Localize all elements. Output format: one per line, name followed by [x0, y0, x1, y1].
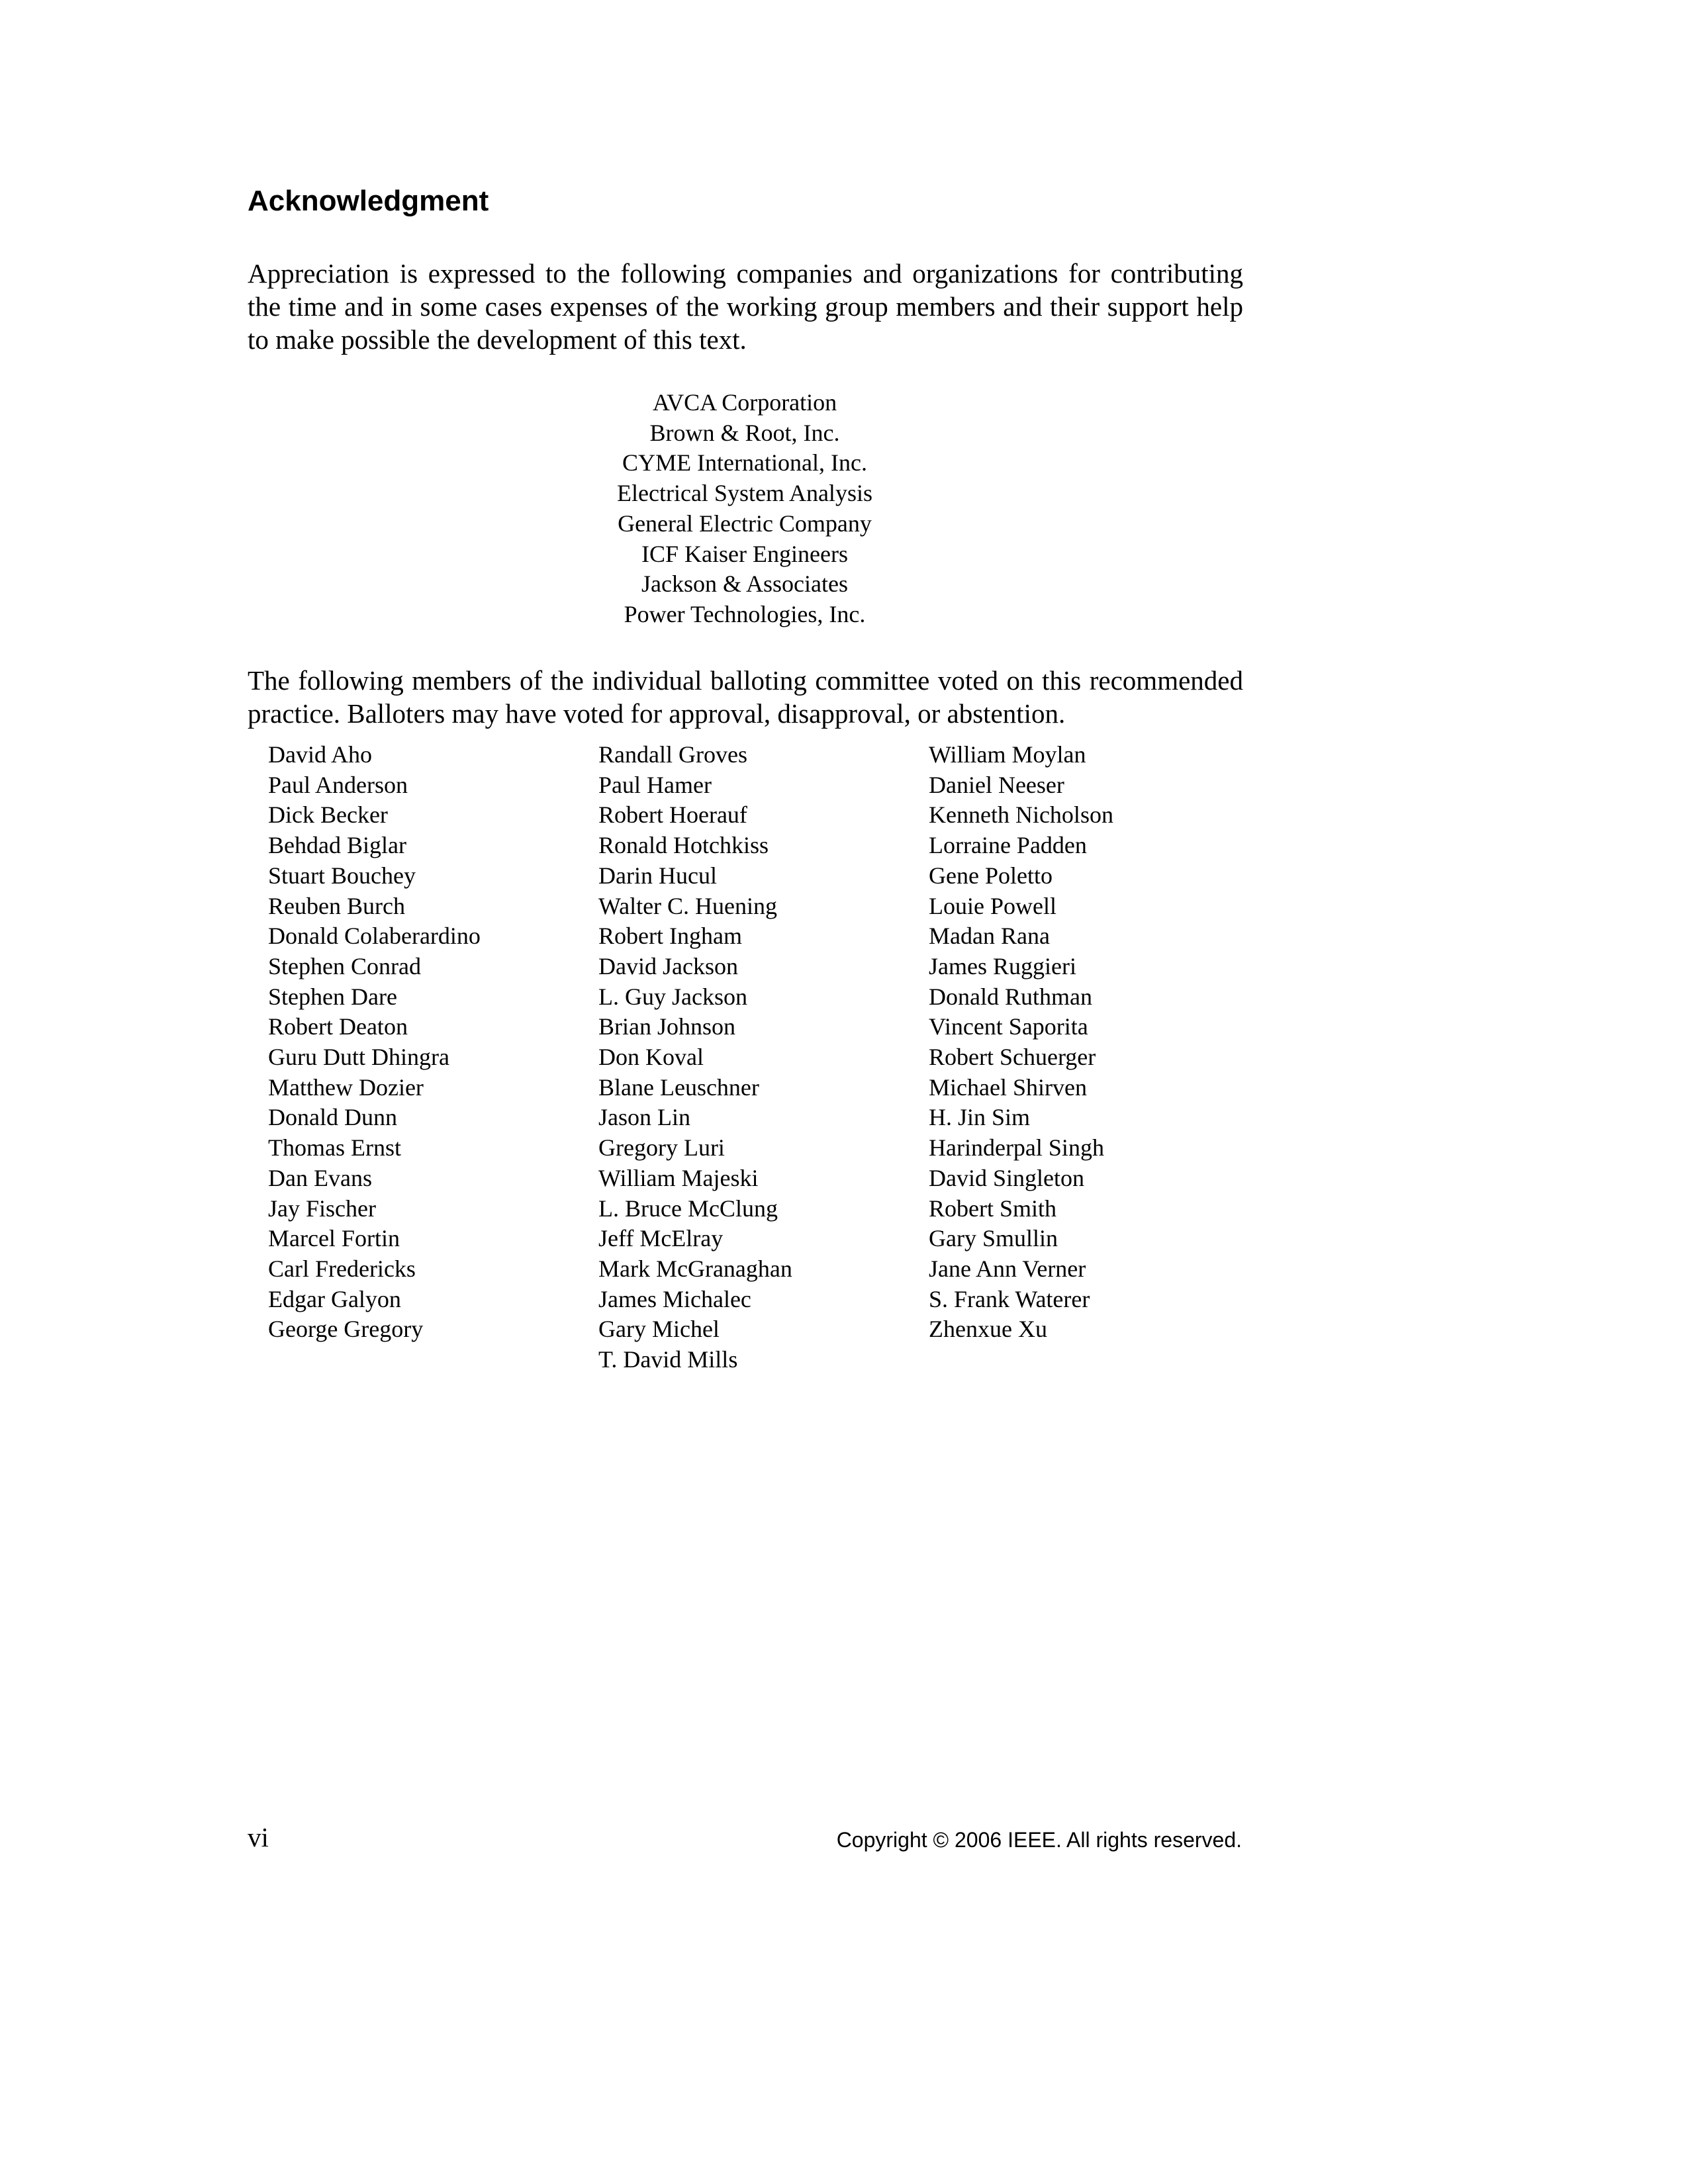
intro-paragraph: Appreciation is expressed to the following companies and organizations for contributing the time and in some cases expenses of the working group members and their support help to make possible the development of this text.: [248, 258, 1243, 355]
balloter-name: Lorraine Padden: [929, 832, 1087, 859]
balloter-name: S. Frank Waterer: [929, 1285, 1090, 1312]
ballot-intro-paragraph: The following members of the individual balloting committee voted on this recommended practice. Balloters may have voted for approval, disapproval, or abstention.: [248, 665, 1243, 729]
balloter-name: Donald Colaberardino: [268, 923, 481, 950]
balloter-name: Stephen Conrad: [268, 952, 421, 979]
balloter-name: Michael Shirven: [929, 1073, 1087, 1101]
balloter-name: Robert Ingham: [598, 923, 742, 950]
balloter-name: Harinderpal Singh: [929, 1134, 1104, 1161]
company-item: CYME International, Inc.: [622, 449, 867, 477]
balloter-column-3: [929, 740, 1113, 1345]
balloter-name: Carl Fredericks: [268, 1255, 416, 1282]
page-number: vi: [248, 1822, 269, 1852]
balloter-name: Robert Smith: [929, 1195, 1057, 1222]
balloter-name: Gary Michel: [598, 1316, 720, 1343]
balloter-name: Matthew Dozier: [268, 1073, 424, 1101]
balloter-name: William Moylan: [929, 741, 1086, 768]
copyright-notice: Copyright © 2006 IEEE. All rights reserved.: [836, 1828, 1242, 1852]
balloter-name: Madan Rana: [929, 923, 1050, 950]
balloter-name: Vincent Saporita: [929, 1013, 1088, 1040]
balloter-name: L. Bruce McClung: [598, 1195, 778, 1222]
company-list: [530, 388, 960, 630]
balloter-name: Don Koval: [598, 1044, 704, 1071]
balloter-name: Jane Ann Verner: [929, 1255, 1086, 1282]
company-item: Jackson & Associates: [641, 570, 848, 598]
balloter-name: Marcel Fortin: [268, 1225, 400, 1252]
balloter-name: Blane Leuschner: [598, 1073, 759, 1101]
company-item: AVCA Corporation: [652, 389, 837, 416]
balloter-name: T. David Mills: [598, 1346, 738, 1373]
company-item: Power Technologies, Inc.: [624, 600, 866, 627]
balloter-name: Gary Smullin: [929, 1225, 1058, 1252]
balloter-name: Paul Hamer: [598, 771, 712, 798]
balloter-name: Robert Deaton: [268, 1013, 408, 1040]
balloter-column-2: [598, 740, 792, 1375]
balloter-name: Kenneth Nicholson: [929, 801, 1113, 829]
balloter-name: Ronald Hotchkiss: [598, 832, 769, 859]
balloter-name: Randall Groves: [598, 741, 747, 768]
balloter-name: George Gregory: [268, 1316, 424, 1343]
balloter-name: Reuben Burch: [268, 892, 405, 919]
balloter-name: Gene Poletto: [929, 862, 1053, 889]
balloter-name: Edgar Galyon: [268, 1285, 401, 1312]
balloter-name: Stephen Dare: [268, 983, 397, 1010]
balloter-column-1: [268, 740, 481, 1345]
balloter-name: Mark McGranaghan: [598, 1255, 792, 1282]
balloter-name: Behdad Biglar: [268, 832, 406, 859]
balloter-name: Donald Ruthman: [929, 983, 1092, 1010]
balloter-name: Jay Fischer: [268, 1195, 376, 1222]
balloter-name: James Ruggieri: [929, 952, 1076, 979]
balloter-name: Darin Hucul: [598, 862, 717, 889]
balloter-name: David Aho: [268, 741, 372, 768]
balloter-name: Jeff McElray: [598, 1225, 724, 1252]
balloter-name: Daniel Neeser: [929, 771, 1064, 798]
balloter-name: Louie Powell: [929, 892, 1056, 919]
balloter-name: Brian Johnson: [598, 1013, 735, 1040]
balloter-name: Paul Anderson: [268, 771, 408, 798]
balloter-name: James Michalec: [598, 1285, 751, 1312]
balloter-name: Thomas Ernst: [268, 1134, 401, 1161]
balloter-name: Walter C. Huening: [598, 892, 778, 919]
balloter-name: Donald Dunn: [268, 1104, 397, 1131]
balloter-name: Guru Dutt Dhingra: [268, 1044, 449, 1071]
balloter-name: Gregory Luri: [598, 1134, 725, 1161]
balloter-name: Zhenxue Xu: [929, 1316, 1047, 1343]
balloter-name: Jason Lin: [598, 1104, 690, 1131]
company-item: ICF Kaiser Engineers: [641, 540, 848, 567]
balloter-name: Dan Evans: [268, 1164, 372, 1191]
balloter-name: David Jackson: [598, 952, 738, 979]
balloter-name: William Majeski: [598, 1164, 759, 1191]
balloter-name: Stuart Bouchey: [268, 862, 416, 889]
company-item: Brown & Root, Inc.: [649, 419, 840, 446]
balloter-name: Dick Becker: [268, 801, 388, 829]
balloter-name: H. Jin Sim: [929, 1104, 1031, 1131]
balloter-name: L. Guy Jackson: [598, 983, 747, 1010]
page-title: Acknowledgment: [248, 185, 489, 217]
balloter-name: Robert Schuerger: [929, 1044, 1096, 1071]
balloter-name: Robert Hoerauf: [598, 801, 747, 829]
company-item: Electrical System Analysis: [617, 480, 872, 507]
company-item: General Electric Company: [618, 510, 872, 537]
balloter-name: David Singleton: [929, 1164, 1084, 1191]
